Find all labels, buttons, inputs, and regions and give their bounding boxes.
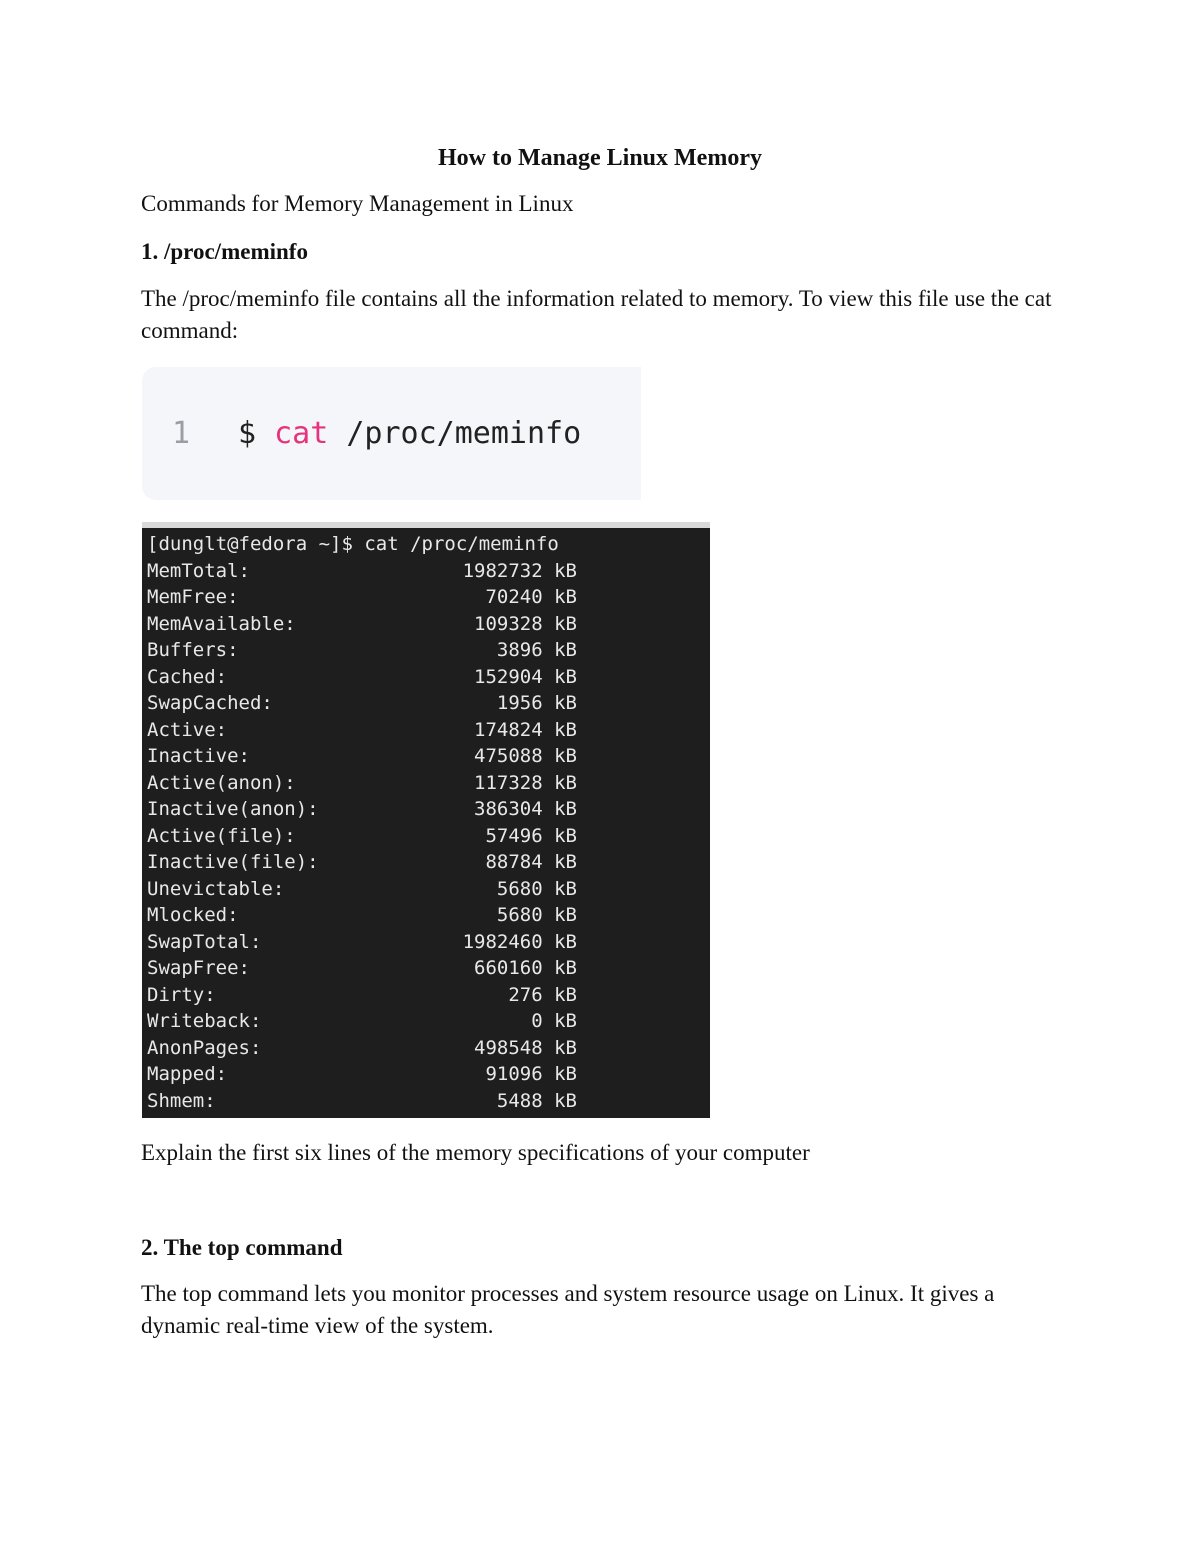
meminfo-number: 109328 (474, 612, 543, 635)
meminfo-unit: kB (554, 798, 577, 820)
meminfo-unit: kB (554, 957, 577, 979)
terminal-row (147, 1035, 577, 1062)
meminfo-unit: kB (554, 718, 577, 741)
meminfo-number: 88784 (485, 851, 543, 873)
code-keyword: cat (274, 416, 329, 451)
terminal-row (147, 1008, 577, 1035)
intro-text: Commands for Memory Management in Linux (141, 191, 574, 216)
meminfo-unit: kB (554, 824, 577, 847)
meminfo-key: MemFree: (147, 586, 239, 608)
meminfo-key: Shmem: (147, 1089, 216, 1112)
meminfo-value (347, 664, 577, 691)
meminfo-unit: kB (554, 851, 577, 873)
meminfo-unit: kB (554, 1063, 577, 1085)
meminfo-unit: kB (554, 745, 577, 767)
meminfo-key: SwapCached: (147, 692, 273, 714)
terminal-row (147, 982, 577, 1009)
terminal-row (147, 770, 577, 797)
meminfo-key: Mlocked: (147, 904, 239, 926)
meminfo-key: Inactive(file): (147, 851, 319, 873)
meminfo-number: 1956 (496, 692, 543, 714)
terminal-row (147, 929, 577, 956)
terminal-screenshot (142, 528, 710, 1118)
terminal-output (147, 531, 577, 1114)
terminal-row (147, 1088, 577, 1115)
meminfo-number: 91096 (485, 1063, 543, 1085)
meminfo-unit: kB (554, 930, 577, 953)
terminal-row (147, 823, 577, 850)
terminal-row (147, 611, 577, 638)
meminfo-key: MemTotal: (147, 559, 250, 582)
meminfo-value (347, 982, 577, 1009)
meminfo-number: 3896 (496, 639, 543, 661)
code-command (238, 367, 581, 500)
meminfo-value (347, 955, 577, 982)
code-prompt: $ (238, 416, 257, 451)
meminfo-unit: kB (554, 1010, 577, 1032)
meminfo-unit: kB (554, 559, 577, 582)
terminal-row (147, 876, 577, 903)
meminfo-value (347, 1061, 577, 1088)
meminfo-unit: kB (554, 1089, 577, 1112)
meminfo-value (347, 611, 577, 638)
terminal-row (147, 743, 577, 770)
terminal-row (147, 717, 577, 744)
terminal-row (147, 690, 577, 717)
meminfo-unit: kB (554, 586, 577, 608)
terminal-row (147, 558, 577, 585)
meminfo-value (347, 876, 577, 903)
meminfo-unit: kB (554, 904, 577, 926)
terminal-row (147, 902, 577, 929)
meminfo-key: SwapTotal: (147, 930, 262, 953)
terminal-row (147, 637, 577, 664)
section1-question: Explain the first six lines of the memory specifications of your computer (141, 1140, 810, 1165)
meminfo-value (347, 743, 577, 770)
meminfo-unit: kB (554, 1036, 577, 1059)
meminfo-value (347, 796, 577, 823)
meminfo-number: 5488 (496, 1089, 543, 1112)
meminfo-value (347, 770, 577, 797)
meminfo-value (347, 584, 577, 611)
code-snippet (142, 367, 641, 500)
meminfo-number: 1982732 (462, 559, 543, 582)
meminfo-number: 0 (531, 1010, 543, 1032)
meminfo-key: Inactive(anon): (147, 798, 319, 820)
terminal-row (147, 849, 577, 876)
meminfo-key: SwapFree: (147, 957, 250, 979)
terminal-prompt-line: [dunglt@fedora ~]$ cat /proc/meminfo (147, 533, 559, 555)
meminfo-number: 386304 (474, 798, 543, 820)
meminfo-unit: kB (554, 983, 577, 1006)
meminfo-key: Unevictable: (147, 877, 285, 900)
terminal-row (147, 796, 577, 823)
meminfo-number: 1982460 (462, 930, 543, 953)
meminfo-key: Active(file): (147, 824, 296, 847)
meminfo-key: Active(anon): (147, 771, 296, 794)
meminfo-number: 5680 (496, 904, 543, 926)
meminfo-number: 70240 (485, 586, 543, 608)
meminfo-value (347, 1008, 577, 1035)
meminfo-value (347, 690, 577, 717)
meminfo-number: 276 (508, 983, 543, 1006)
meminfo-key: AnonPages: (147, 1036, 262, 1059)
meminfo-value (347, 717, 577, 744)
terminal-row (147, 1061, 577, 1088)
terminal-row (147, 584, 577, 611)
meminfo-unit: kB (554, 612, 577, 635)
terminal-row (147, 955, 577, 982)
meminfo-value (347, 1035, 577, 1062)
meminfo-unit: kB (554, 639, 577, 661)
meminfo-value (347, 902, 577, 929)
meminfo-unit: kB (554, 771, 577, 794)
terminal-row (147, 664, 577, 691)
meminfo-key: MemAvailable: (147, 612, 296, 635)
meminfo-unit: kB (554, 665, 577, 688)
meminfo-key: Cached: (147, 665, 228, 688)
meminfo-number: 174824 (474, 718, 543, 741)
meminfo-value (347, 1088, 577, 1115)
meminfo-unit: kB (554, 877, 577, 900)
meminfo-number: 475088 (474, 745, 543, 767)
meminfo-value (347, 823, 577, 850)
section2-text: The top command lets you monitor processes and system resource usage on Linux. It gives a dynamic real-time view of the system. (141, 1281, 995, 1338)
meminfo-number: 152904 (474, 665, 543, 688)
meminfo-value (347, 929, 577, 956)
meminfo-key: Mapped: (147, 1063, 228, 1085)
meminfo-number: 57496 (485, 824, 543, 847)
section1-text: The /proc/meminfo file contains all the information related to memory. To view this file use the cat command: (141, 286, 1052, 343)
meminfo-value (347, 558, 577, 585)
document-title: How to Manage Linux Memory (438, 145, 762, 171)
section1-heading: 1. /proc/meminfo (141, 239, 308, 264)
meminfo-unit: kB (554, 692, 577, 714)
section2-heading: 2. The top command (141, 1235, 343, 1260)
meminfo-number: 5680 (496, 877, 543, 900)
meminfo-value (347, 849, 577, 876)
meminfo-number: 498548 (474, 1036, 543, 1059)
code-line-number: 1 (172, 416, 191, 451)
meminfo-number: 117328 (474, 771, 543, 794)
meminfo-value (347, 637, 577, 664)
code-argument: /proc/meminfo (346, 416, 582, 451)
meminfo-key: Buffers: (147, 639, 239, 661)
meminfo-key: Dirty: (147, 983, 216, 1006)
meminfo-key: Writeback: (147, 1010, 262, 1032)
meminfo-key: Active: (147, 718, 228, 741)
meminfo-key: Inactive: (147, 745, 250, 767)
meminfo-number: 660160 (474, 957, 543, 979)
